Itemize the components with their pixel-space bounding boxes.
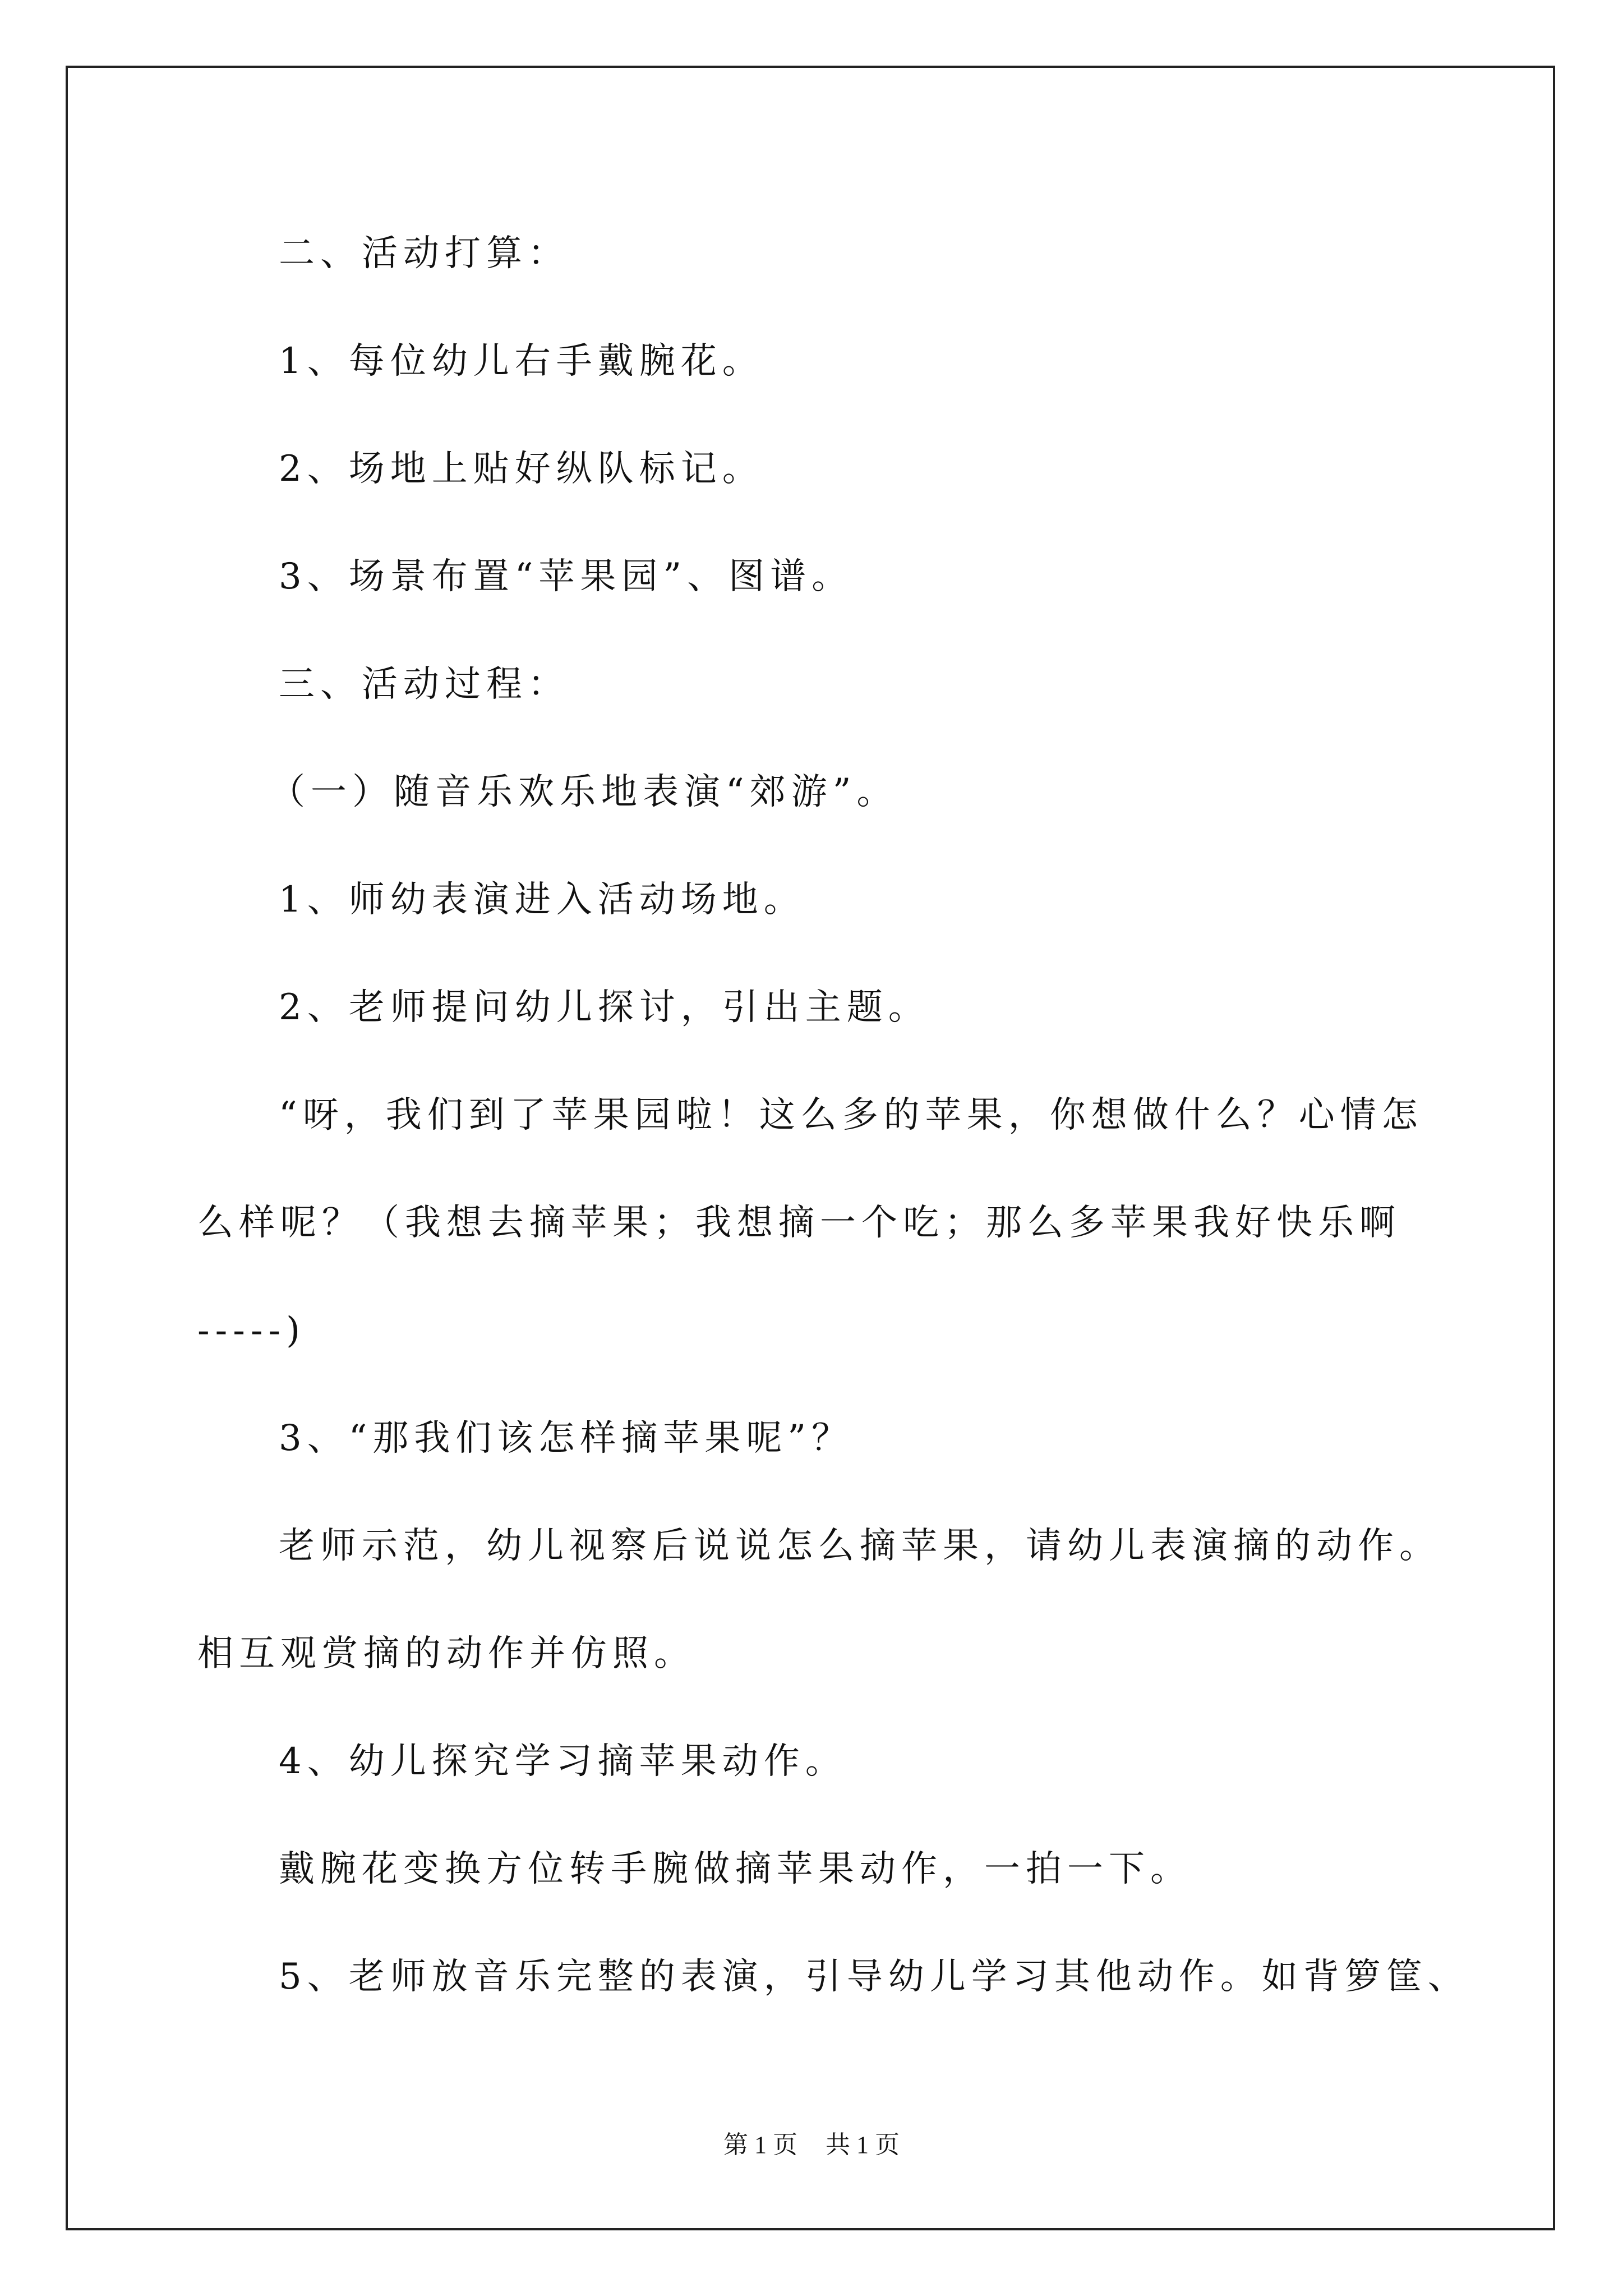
text-line: 3、“那我们该怎样摘苹果呢”？: [279, 1418, 854, 1459]
page-total: 共 1 页: [826, 2131, 900, 2159]
text-line: 1、每位幼儿右手戴腕花。: [279, 341, 764, 382]
text-line: 相互观赏摘的动作并仿照。: [197, 1633, 695, 1674]
text-line: “呀，我们到了苹果园啦！这么多的苹果，你想做什么？心情怎: [279, 1094, 1423, 1136]
text-line: 戴腕花变换方位转手腕做摘苹果动作，一拍一下。: [279, 1848, 1192, 1890]
text-line: 2、场地上贴好纵队标记。: [279, 448, 764, 490]
page-footer: [0, 2129, 1623, 2161]
text-line: 5、老师放音乐完整的表演，引导幼儿学习其他动作。如背箩筐、: [279, 1956, 1469, 1998]
text-line: 3、场景布置“苹果园”、图谱。: [279, 556, 854, 597]
text-line: 老师示范，幼儿视察后说说怎么摘苹果，请幼儿表演摘的动作。: [279, 1525, 1441, 1567]
section-heading-preparation: 二、活动打算：: [279, 233, 569, 274]
section-heading-process: 三、活动过程：: [279, 664, 569, 705]
page-number: 第 1 页: [723, 2131, 797, 2159]
text-line: 1、师幼表演进入活动场地。: [279, 879, 805, 921]
text-line: 2、老师提问幼儿探讨，引出主题。: [279, 987, 930, 1028]
text-line: 么样呢？（我想去摘苹果；我想摘一个吃；那么多苹果我好快乐啊: [197, 1202, 1401, 1244]
subsection-heading: （一）随音乐欢乐地表演“郊游”。: [269, 771, 898, 813]
page-border: [66, 66, 1555, 2230]
text-line: 4、幼儿探究学习摘苹果动作。: [279, 1741, 847, 1782]
text-line: -----): [197, 1310, 306, 1351]
